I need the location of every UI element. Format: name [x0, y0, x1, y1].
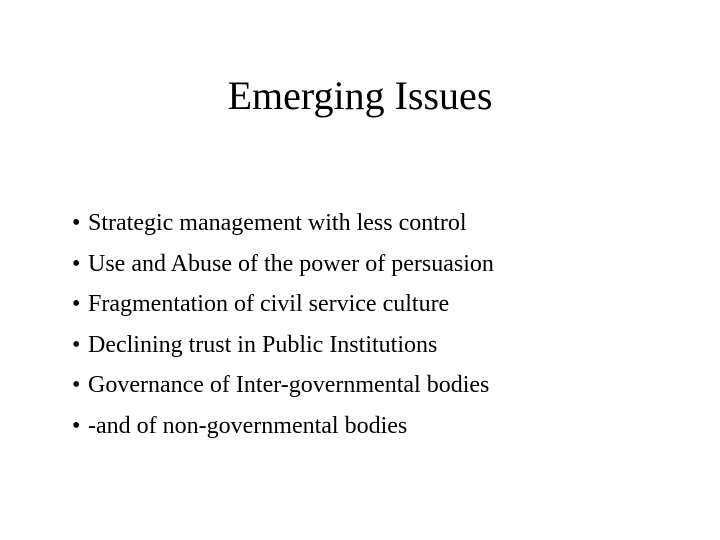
- bullet-icon: •: [72, 412, 81, 439]
- bullet-icon: •: [72, 372, 81, 398]
- bullet-icon: •: [72, 210, 81, 236]
- bullet-text: Use and Abuse of the power of persuasion: [88, 250, 494, 277]
- slide-title: Emerging Issues: [227, 73, 493, 118]
- bullet-text: Fragmentation of civil service culture: [88, 291, 450, 317]
- bullet-text: Governance of Inter-governmental bodies: [88, 372, 490, 398]
- bullet-icon: •: [72, 291, 81, 317]
- bullet-text: Declining trust in Public Institutions: [88, 331, 438, 358]
- bullet-icon: •: [72, 250, 81, 277]
- bullet-text: Strategic management with less control: [88, 210, 467, 236]
- bullet-icon: •: [72, 331, 81, 358]
- bullet-text: -and of non-governmental bodies: [88, 412, 408, 439]
